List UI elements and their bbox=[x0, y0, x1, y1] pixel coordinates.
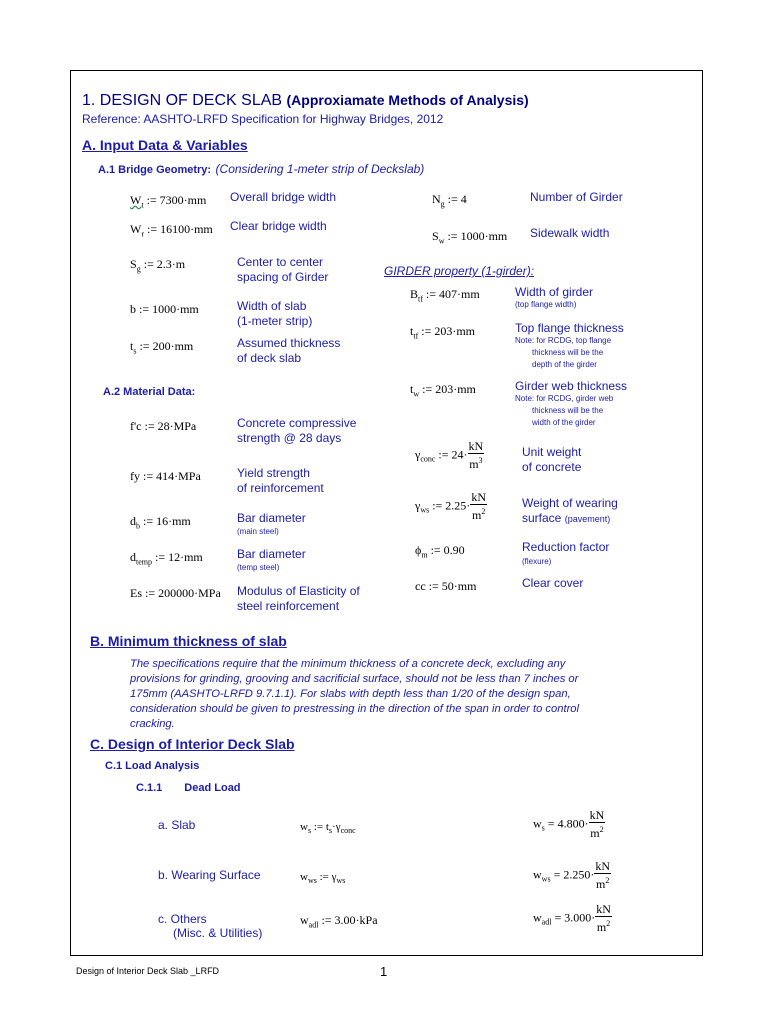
document-title bbox=[82, 92, 529, 110]
eq-Wr: $W_r$ := 16100·mm bbox=[130, 222, 213, 239]
a1-note: (Considering 1-meter strip of Deckslab) bbox=[215, 162, 425, 176]
desc-ts-2: of deck slab bbox=[237, 351, 302, 365]
note-Btf: (top flange width) bbox=[515, 300, 577, 309]
load-others-def: $w_{adl}$ := 3.00·kPa bbox=[300, 913, 378, 930]
eq-gws: $\gamma_{ws}$ := 2.25· $\frac{kN}{m^2}$ bbox=[415, 490, 486, 522]
desc-b-1: Width of slab bbox=[237, 299, 307, 313]
note-ttf-2: thickness will be the bbox=[532, 348, 604, 357]
desc-Sg-1: Center to center bbox=[237, 255, 324, 269]
note-tw-3: width of the girder bbox=[532, 418, 596, 427]
desc-Wt: Overall bridge width bbox=[230, 190, 337, 204]
load-slab-label: a. Slab bbox=[158, 818, 196, 832]
desc-gws-1: Weight of wearing bbox=[522, 496, 618, 510]
eq-phi: $\phi_m$ := 0.90 bbox=[415, 543, 465, 560]
desc-gconc-1: Unit weight bbox=[522, 445, 582, 459]
section-b-heading: B. Minimum thickness of slab bbox=[90, 633, 287, 649]
section-a-heading: A. Input Data & Variables bbox=[82, 137, 248, 153]
c1-heading: C.1 Load Analysis bbox=[105, 760, 200, 772]
eq-dtemp: $d_{temp}$ := 12·mm bbox=[130, 550, 203, 567]
load-others-label-2: (Misc. & Utilities) bbox=[173, 926, 263, 940]
desc-Es-2: steel reinforcement bbox=[237, 599, 340, 613]
desc-Ng: Number of Girder bbox=[530, 190, 623, 204]
desc-db: Bar diameter bbox=[237, 511, 306, 525]
eq-cc: cc := 50·mm bbox=[415, 579, 477, 593]
desc-Sw: Sidewalk width bbox=[530, 226, 610, 240]
load-ws-def: $w_{ws}$ := $\gamma_{ws}$ bbox=[300, 871, 346, 886]
desc-Es-1: Modulus of Elasticity of bbox=[237, 584, 360, 598]
desc-gconc-2: of concrete bbox=[522, 460, 582, 474]
eq-ts: $t_s$ := 200·mm bbox=[130, 339, 194, 356]
eq-Wt: $W_t$ := 7300·mm bbox=[130, 193, 207, 210]
load-slab-def: $w_s$ := $t_s\cdot\gamma_{conc}$ bbox=[300, 821, 356, 836]
desc-fc-1: Concrete compressive bbox=[237, 416, 357, 430]
eq-tw: $t_w$ := 203·mm bbox=[410, 382, 476, 399]
a1-heading bbox=[98, 160, 424, 178]
load-others-result: $w_{adl} = 3.000\cdot$ $\frac{kN}{m^2}$ bbox=[533, 902, 611, 934]
eq-gconc: $\gamma_{conc}$ := 24· $\frac{kN}{m^3}$ bbox=[415, 439, 484, 471]
note-tw-2: thickness will be the bbox=[532, 406, 604, 415]
desc-fy-1: Yield strength bbox=[237, 466, 310, 480]
load-slab-result: $w_s = 4.800\cdot$ $\frac{kN}{m^2}$ bbox=[533, 808, 605, 840]
title-main: 1. DESIGN OF DECK SLAB bbox=[82, 92, 283, 109]
desc-cc: Clear cover bbox=[522, 576, 584, 590]
note-ttf-1: Note: for RCDG, top flange bbox=[515, 336, 612, 345]
desc-Btf: Width of girder bbox=[515, 285, 594, 299]
footer-label: Design of Interior Deck Slab _LRFD bbox=[76, 966, 220, 976]
desc-ts-1: Assumed thickness bbox=[237, 336, 341, 350]
note-phi: (flexure) bbox=[522, 557, 552, 566]
eq-Btf: $B_{tf}$ := 407·mm bbox=[410, 287, 480, 304]
desc-fy-2: of reinforcement bbox=[237, 481, 324, 495]
title-subtitle: (Approxiamate Methods of Analysis) bbox=[286, 92, 529, 108]
eq-Sw: $S_w$ := 1000·mm bbox=[432, 229, 508, 246]
desc-Wr: Clear bridge width bbox=[230, 219, 327, 233]
section-c-heading: C. Design of Interior Deck Slab bbox=[90, 736, 295, 752]
eq-Ng: $N_g$ := 4 bbox=[432, 192, 467, 209]
load-others-label-1: c. Others bbox=[158, 912, 207, 926]
desc-gws-2: surface (pavement) bbox=[522, 511, 611, 525]
desc-fc-2: strength @ 28 days bbox=[237, 431, 342, 445]
a2-title: A.2 Material Data: bbox=[103, 386, 196, 398]
desc-ttf: Top flange thickness bbox=[515, 321, 624, 335]
eq-ttf: $t_{tf}$ := 203·mm bbox=[410, 324, 475, 341]
reference-line: Reference: AASHTO-LRFD Specification for Highway Bridges, 2012 bbox=[82, 112, 444, 126]
eq-fc: f'c := 28·MPa bbox=[130, 419, 197, 433]
desc-dtemp: Bar diameter bbox=[237, 547, 306, 561]
note-dtemp: (temp steel) bbox=[237, 563, 280, 572]
eq-fy: fy := 414·MPa bbox=[130, 469, 201, 483]
eq-Es: Es := 200000·MPa bbox=[130, 586, 221, 600]
girder-title: GIRDER property (1-girder): bbox=[384, 264, 535, 278]
page-number: 1 bbox=[380, 964, 388, 979]
desc-Sg-2: spacing of Girder bbox=[237, 270, 329, 284]
c11-heading: C.1.1 Dead Load bbox=[136, 782, 241, 794]
note-ttf-3: depth of the girder bbox=[532, 360, 597, 369]
note-db: (main steel) bbox=[237, 527, 279, 536]
eq-b: b := 1000·mm bbox=[130, 302, 199, 316]
desc-tw: Girder web thickness bbox=[515, 379, 628, 393]
eq-Sg: $S_g$ := 2.3·m bbox=[130, 257, 186, 274]
note-tw-1: Note: for RCDG, girder web bbox=[515, 394, 614, 403]
section-b-paragraph: The specifications require that the minimum thickness of a concrete deck, excluding any provisions for grinding, grooving and sacrificial surface, should not be less than 7 inches or 175mm (AASHTO-LRFD 9.7.1.1). For slabs with depth less than 1/20 of the design span, consideration should be given to prestressing in the direction of the span in order to control cracking. bbox=[130, 658, 580, 730]
load-ws-label: b. Wearing Surface bbox=[158, 868, 261, 882]
desc-b-2: (1-meter strip) bbox=[237, 314, 313, 328]
eq-db: $d_b$ := 16·mm bbox=[130, 514, 191, 531]
a1-title: A.1 Bridge Geometry: bbox=[98, 164, 212, 176]
load-ws-result: $w_{ws} = 2.250\cdot$ $\frac{kN}{m^2}$ bbox=[533, 859, 610, 891]
desc-phi: Reduction factor bbox=[522, 540, 610, 554]
